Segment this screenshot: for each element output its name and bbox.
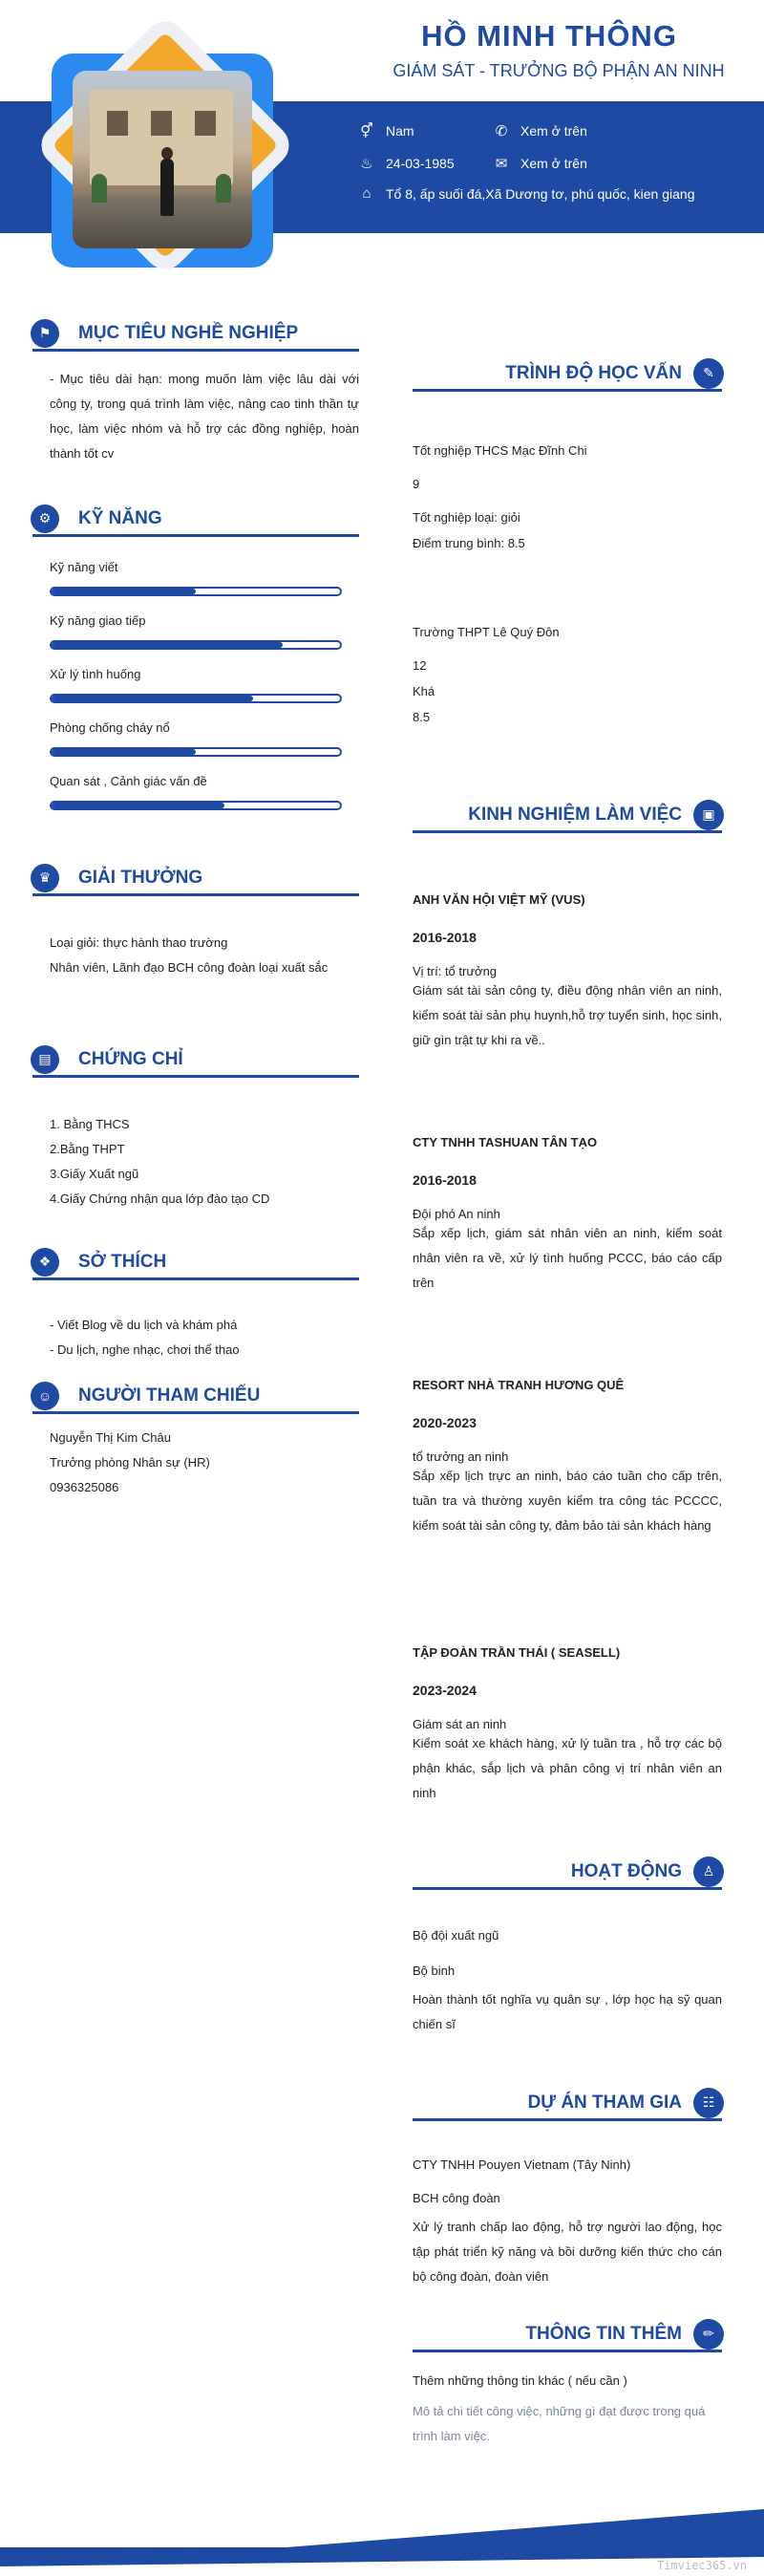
extra-info-heading [413,2318,722,2352]
skill-bar [50,587,342,596]
reference-position: Trưởng phòng Nhân sự (HR) [50,1455,210,1470]
skill-bar [50,747,342,757]
activity-role: Bộ binh [413,1964,456,1978]
extra-info-line: Thêm những thông tin khác ( nếu cần ) [413,2373,627,2388]
person-icon: ☺ [31,1382,59,1410]
experience-company: CTY TNHH TASHUAN TÂN TẠO [413,1135,598,1149]
phone-icon: ✆ [495,123,508,140]
contact-gender [357,122,414,140]
skill-label: Phòng chống cháy nổ [50,720,170,735]
experience-description: Kiểm soát xe khách hàng, xử lý tuần tra , hỗ trợ các bộ phận khác, sắp lịch và phân công vị trí nhân viên an ninh [413,1736,722,1800]
certificate-item: 3.Giấy Xuất ngũ [50,1167,139,1181]
objective-title: MỤC TIÊU NGHỀ NGHIỆP [78,322,299,343]
contact-email [492,155,587,172]
skill-bar-fill [52,589,196,594]
experience-period: 2016-2018 [413,1172,477,1188]
education-grade: 9 [413,477,420,491]
skill-bar [50,640,342,650]
experience-period: 2016-2018 [413,930,477,945]
brand-watermark: Timviec365.vn [657,2559,747,2572]
person-standing-icon: ♙ [693,1857,724,1887]
skill-item [50,774,342,810]
project-role: BCH công đoàn [413,2191,500,2205]
objective-section [32,317,359,466]
experience-description: Sắp xếp lịch trực an ninh, báo cáo tuần cho cấp trên, tuần tra và thường xuyên kiểm tra công tác PCCCC, kiểm soát tài sản công ty, đảm bảo tài sản khách hàng [413,1469,722,1533]
experience-position: tổ trưởng an ninh [413,1449,509,1464]
awards-title: GIẢI THƯỞNG [78,867,203,888]
awards-section [32,862,359,980]
certificate-item: 4.Giấy Chứng nhận qua lớp đào tạo CD [50,1191,270,1206]
experience-period: 2023-2024 [413,1683,477,1698]
education-school: Tốt nghiệp THCS Mạc Đĩnh Chi [413,443,587,458]
footer-wave [0,2490,764,2576]
avatar [29,29,301,277]
objective-text: - Mục tiêu dài hạn: mong muốn làm việc lâu dài với công ty, trong quá trình làm việc, nâng cao tinh thần tự học, làm việc nhóm và hỗ trợ các đồng nghiệp, hoàn thành tốt cv [50,372,359,461]
skill-label: Kỹ năng giao tiếp [50,613,146,628]
cake-icon: ♨ [360,156,373,172]
skills-title: KỸ NĂNG [78,507,162,528]
project-description: Xử lý tranh chấp lao động, hỗ trợ người lao động, học tập phát triển kỹ năng và bồi dưỡng kiến thức cho cán bộ công đoàn, đoàn viên [413,2220,722,2284]
skill-bar [50,801,342,810]
skill-bar-fill [52,749,196,755]
skill-item [50,667,342,703]
project-name: CTY TNHH Pouyen Vietnam (Tây Ninh) [413,2157,631,2172]
activity-description: Hoàn thành tốt nghĩa vụ quân sự , lớp học hạ sỹ quan chiến sĩ [413,1992,722,2031]
projects-section [413,2087,722,2289]
experience-heading [413,799,722,833]
experience-company: RESORT NHÀ TRANH HƯƠNG QUÊ [413,1378,625,1392]
trophy-icon: ♛ [31,864,59,892]
experience-company: TẬP ĐOÀN TRẦN THÁI ( SEASELL) [413,1645,621,1660]
education-grade: 12 [413,658,427,673]
experience-item [413,892,722,1053]
education-score: Điểm trung bình: 8.5 [413,536,525,550]
flag-icon: ⚑ [31,319,59,348]
extra-info-title: THÔNG TIN THÊM [525,2323,682,2344]
group-icon: ☷ [693,2088,724,2118]
award-item: Loại giỏi: thực hành thao trường [50,935,228,950]
skill-bar-fill [52,696,253,701]
skill-item [50,613,342,650]
education-school: Trường THPT Lê Quý Đôn [413,625,560,639]
activity-organization: Bộ đội xuất ngũ [413,1928,499,1943]
objective-heading [32,317,359,352]
certificates-heading [32,1043,359,1078]
email-icon: ✉ [495,156,508,172]
hobby-item: - Viết Blog về du lịch và khám phá [50,1318,238,1332]
experience-item [413,1378,722,1538]
skills-heading [32,503,359,537]
awards-heading [32,862,359,896]
certificates-section [32,1043,359,1212]
activities-section [413,1856,722,2037]
skill-bar [50,694,342,703]
education-result: Khá [413,684,435,698]
contact-phone [492,122,587,140]
experience-company: ANH VĂN HỘI VIỆT MỸ (VUS) [413,892,585,907]
experience-item [413,1135,722,1296]
certificate-item: 2.Bằng THPT [50,1142,125,1156]
experience-position: Giám sát an ninh [413,1717,507,1731]
contact-birthday [357,155,455,172]
briefcase-icon: ▣ [693,800,724,830]
education-section [413,357,722,724]
phone-value[interactable]: Xem ở trên [520,123,587,139]
gamepad-icon: ❖ [31,1248,59,1277]
certificate-item: 1. Bằng THCS [50,1117,130,1131]
education-score: 8.5 [413,710,431,724]
certificate-icon: ▤ [31,1045,59,1074]
certificates-list [32,1112,359,1212]
experience-position: Vị trí: tổ trưởng [413,964,498,978]
references-heading [32,1380,359,1414]
activities-heading [413,1856,722,1890]
extra-info-placeholder: Mô tả chi tiết công việc, những gì đạt được trong quá trình làm việc. [413,2404,706,2443]
skill-item [50,560,342,596]
experience-position: Đội phó An ninh [413,1207,500,1221]
projects-title: DỰ ÁN THAM GIA [527,2092,682,2113]
projects-heading [413,2087,722,2121]
experience-description: Giám sát tài sản công ty, điều động nhân viên an ninh, kiểm soát tài sản phụ huynh,hỗ trợ tuyển sinh, học sinh, giữ gìn trật tự khi ra về.. [413,983,722,1047]
skill-bar-fill [52,642,283,648]
references-list [32,1426,359,1500]
gender-value: Nam [386,123,414,139]
hobbies-list [32,1313,359,1363]
home-icon: ⌂ [362,185,371,202]
extra-info-section [413,2318,722,2449]
education-heading [413,357,722,392]
skill-label: Xử lý tình huống [50,667,141,681]
skill-bar-fill [52,803,224,808]
address-value: Tổ 8, ấp suối đá,Xã Dương tơ, phú quốc, kien giang [386,185,695,202]
skill-item [50,720,342,757]
experience-description: Sắp xếp lịch, giám sát nhân viên an ninh, kiểm soát nhân viên ra về, xử lý tình huống PCCC, báo cáo cấp trên [413,1226,722,1290]
activities-title: HOẠT ĐỘNG [570,1860,682,1881]
email-value[interactable]: Xem ở trên [520,156,587,171]
hobbies-title: SỞ THÍCH [78,1251,167,1272]
education-title: TRÌNH ĐỘ HỌC VẤN [505,362,682,383]
experience-title: KINH NGHIỆM LÀM VIỆC [468,804,682,825]
hobbies-section [32,1246,359,1363]
hobbies-heading [32,1246,359,1280]
references-section [32,1380,359,1500]
candidate-name: HỒ MINH THÔNG [421,19,677,53]
gender-icon: ⚥ [360,123,373,140]
references-title: NGƯỜI THAM CHIẾU [78,1385,261,1406]
experience-period: 2020-2023 [413,1415,477,1430]
awards-list [32,931,359,980]
skill-label: Kỹ năng viết [50,560,118,574]
award-item: Nhân viên, Lãnh đạo BCH công đoàn loại xuất sắc [50,960,329,975]
skills-icon: ⚙ [31,504,59,533]
graduation-cap-icon: ✎ [693,358,724,389]
education-result: Tốt nghiệp loại: giỏi [413,510,520,525]
candidate-role: GIÁM SÁT - TRƯỞNG BỘ PHẬN AN NINH [393,61,725,80]
experience-item [413,1645,722,1806]
certificates-title: CHỨNG CHỈ [78,1048,183,1069]
hobby-item: - Du lịch, nghe nhạc, chơi thể thao [50,1342,240,1357]
reference-phone[interactable]: 0936325086 [50,1480,119,1494]
contact-address [357,185,695,202]
reference-name: Nguyễn Thị Kim Châu [50,1430,171,1445]
birthday-value: 24-03-1985 [386,156,455,171]
skills-section [32,503,359,537]
skill-label: Quan sát , Cảnh giác vấn đề [50,774,207,788]
pencil-icon: ✏ [693,2319,724,2350]
avatar-photo [73,71,252,248]
experience-section [413,799,722,833]
